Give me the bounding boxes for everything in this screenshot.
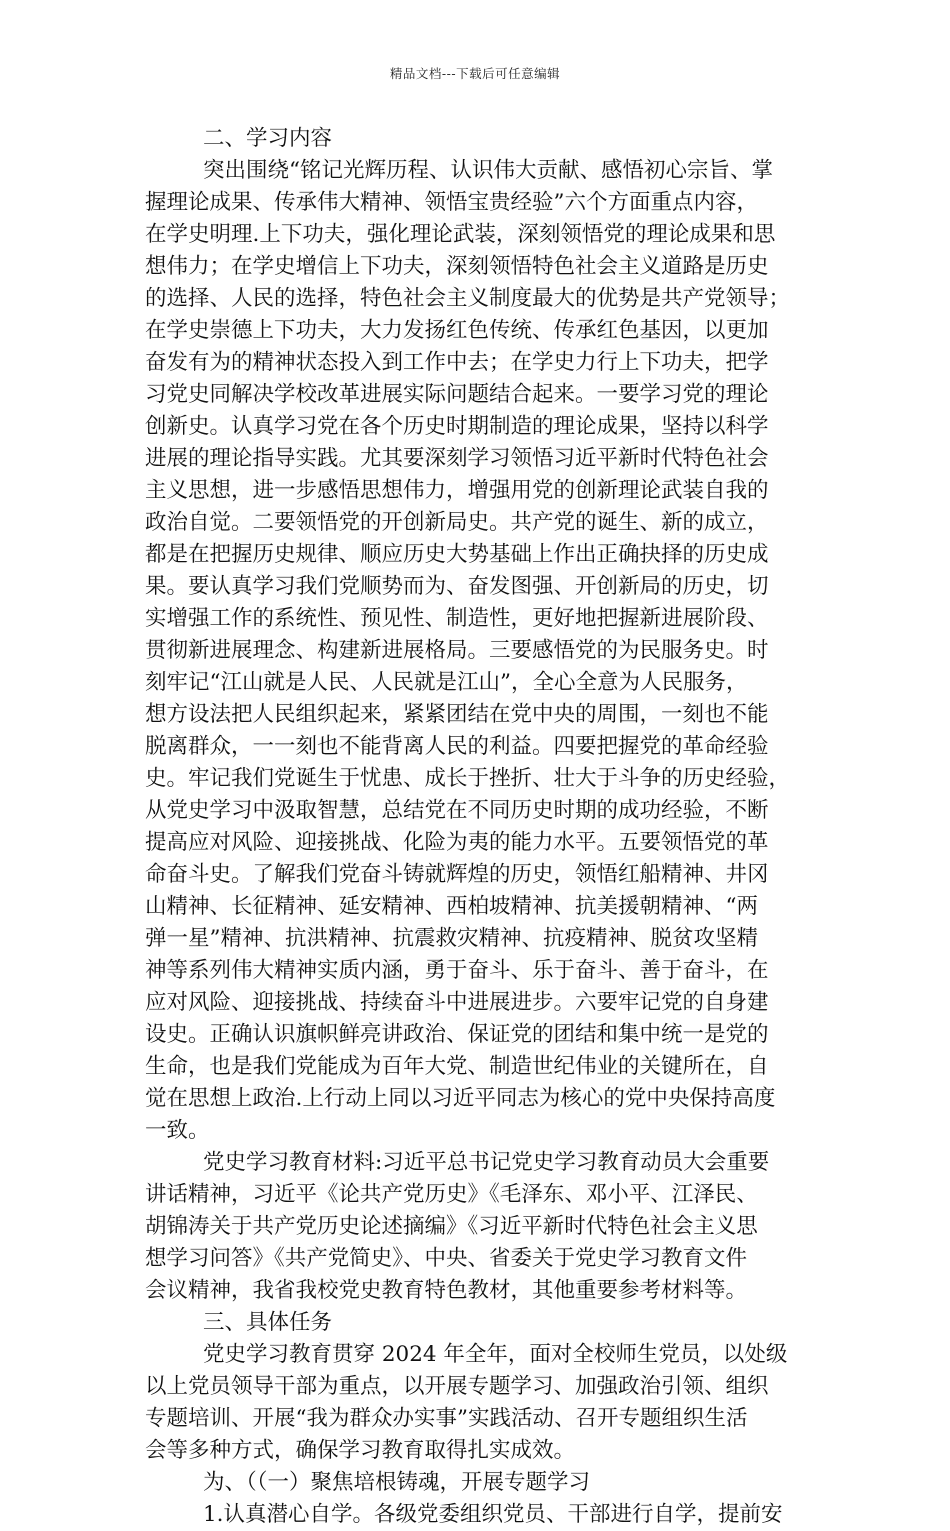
text-line: 为、（（一）聚焦培根铸魂，开展专题学习 (203, 1470, 591, 1495)
text-line: 讲话精神，习近平《论共产党历史》《毛泽东、邓小平、江泽民、 (145, 1182, 758, 1207)
text-line: 想学习问答》《共产党简史》、中央、省委关于党史学习教育文件 (145, 1246, 748, 1271)
text-line: 胡锦涛关于共产党历史论述摘编》《习近平新时代特色社会主义思 (145, 1214, 758, 1239)
text-line: 觉在思想上政治.上行动上同以习近平同志为核心的党中央保持高度 (145, 1086, 776, 1111)
text-line: 会议精神，我省我校党史教育特色教材，其他重要参考材料等。 (145, 1278, 748, 1303)
text-line: 都是在把握历史规律、顺应历史大势基础上作出正确抉择的历史成 (145, 542, 769, 567)
text-line: 会等多种方式，确保学习教育取得扎实成效。 (145, 1438, 576, 1463)
text-line: 想伟力；在学史增信上下功夫，深刻领悟特色社会主义道路是历史 (145, 254, 769, 279)
text-line: 在学史崇德上下功夫，大力发扬红色传统、传承红色基因，以更加 (145, 318, 769, 343)
text-line: 刻牢记“江山就是人民、人民就是江山”，全心全意为人民服务， (145, 670, 748, 695)
text-line: 从党史学习中汲取智慧，总结党在不同历史时期的成功经验，不断 (145, 798, 769, 823)
text-line: 政治自觉。二要领悟党的开创新局史。共产党的诞生、新的成立， (145, 510, 769, 535)
text-line: 进展的理论指导实践。尤其要深刻学习领悟习近平新时代特色社会 (145, 446, 769, 471)
text-line: 党史学习教育材料:习近平总书记党史学习教育动员大会重要 (203, 1150, 770, 1175)
text-line: 三、具体任务 (203, 1310, 333, 1335)
text-line: 脱离群众，一一刻也不能背离人民的利益。四要把握党的革命经验 (145, 734, 769, 759)
text-line: 突出围绕“铭记光辉历程、认识伟大贡献、感悟初心宗旨、掌 (203, 158, 773, 183)
text-line: 提高应对风险、迎接挑战、化险为夷的能力水平。五要领悟党的革 (145, 830, 769, 855)
text-line: 主义思想，进一步感悟思想伟力，增强用党的创新理论武装自我的 (145, 478, 769, 503)
text-line: 山精神、长征精神、延安精神、西柏坡精神、抗美援朝精神、“两 (145, 894, 758, 919)
document-body (145, 123, 825, 1531)
text-line: 专题培训、开展“我为群众办实事”实践活动、召开专题组织生活 (145, 1406, 748, 1431)
text-line: 一致。 (145, 1118, 210, 1143)
page-header: 精品文档---下载后可任意编辑 (389, 66, 561, 81)
text-line: 党史学习教育贯穿 2024 年全年，面对全校师生党员，以处级 (203, 1342, 788, 1367)
text-line: 弹一星”精神、抗洪精神、抗震救灾精神、抗疫精神、脱贫攻坚精 (145, 926, 758, 951)
text-line: 设史。正确认识旗帜鲜亮讲政治、保证党的团结和集中统一是党的 (145, 1022, 769, 1047)
text-line: 创新史。认真学习党在各个历史时期制造的理论成果，坚持以科学 (145, 414, 769, 439)
text-line: 奋发有为的精神状态投入到工作中去；在学史力行上下功夫，把学 (145, 350, 769, 375)
text-line: 应对风险、迎接挑战、持续奋斗中进展进步。六要牢记党的自身建 (145, 990, 769, 1015)
text-line: 以上党员领导干部为重点，以开展专题学习、加强政治引领、组织 (145, 1374, 769, 1399)
text-line: 史。牢记我们党诞生于忧患、成长于挫折、壮大于斗争的历史经验， (145, 766, 791, 791)
text-line: 果。要认真学习我们党顺势而为、奋发图强、开创新局的历史，切 (145, 574, 769, 599)
text-line: 实增强工作的系统性、预见性、制造性，更好地把握新进展阶段、 (145, 606, 769, 631)
text-line: 握理论成果、传承伟大精神、领悟宝贵经验”六个方面重点内容， (145, 190, 758, 215)
text-line: 命奋斗史。了解我们党奋斗铸就辉煌的历史，领悟红船精神、井冈 (145, 862, 769, 887)
text-line: 习党史同解决学校改革进展实际问题结合起来。一要学习党的理论 (145, 382, 769, 407)
text-line: 二、学习内容 (203, 126, 333, 151)
text-line: 在学史明理.上下功夫，强化理论武装，深刻领悟党的理论成果和思 (145, 222, 776, 247)
text-line: 1.认真潜心自学。各级党委组织党员、干部进行自学，提前安 (203, 1502, 783, 1527)
text-line: 的选择、人民的选择，特色社会主义制度最大的优势是共产党领导； (145, 286, 791, 311)
text-line: 贯彻新进展理念、构建新进展格局。三要感悟党的为民服务史。时 (145, 638, 769, 663)
text-line: 生命，也是我们党能成为百年大党、制造世纪伟业的关键所在，自 (145, 1054, 769, 1079)
text-line: 神等系列伟大精神实质内涵，勇于奋斗、乐于奋斗、善于奋斗，在 (145, 958, 769, 983)
text-line: 想方设法把人民组织起来，紧紧团结在党中央的周围，一刻也不能 (145, 702, 769, 727)
